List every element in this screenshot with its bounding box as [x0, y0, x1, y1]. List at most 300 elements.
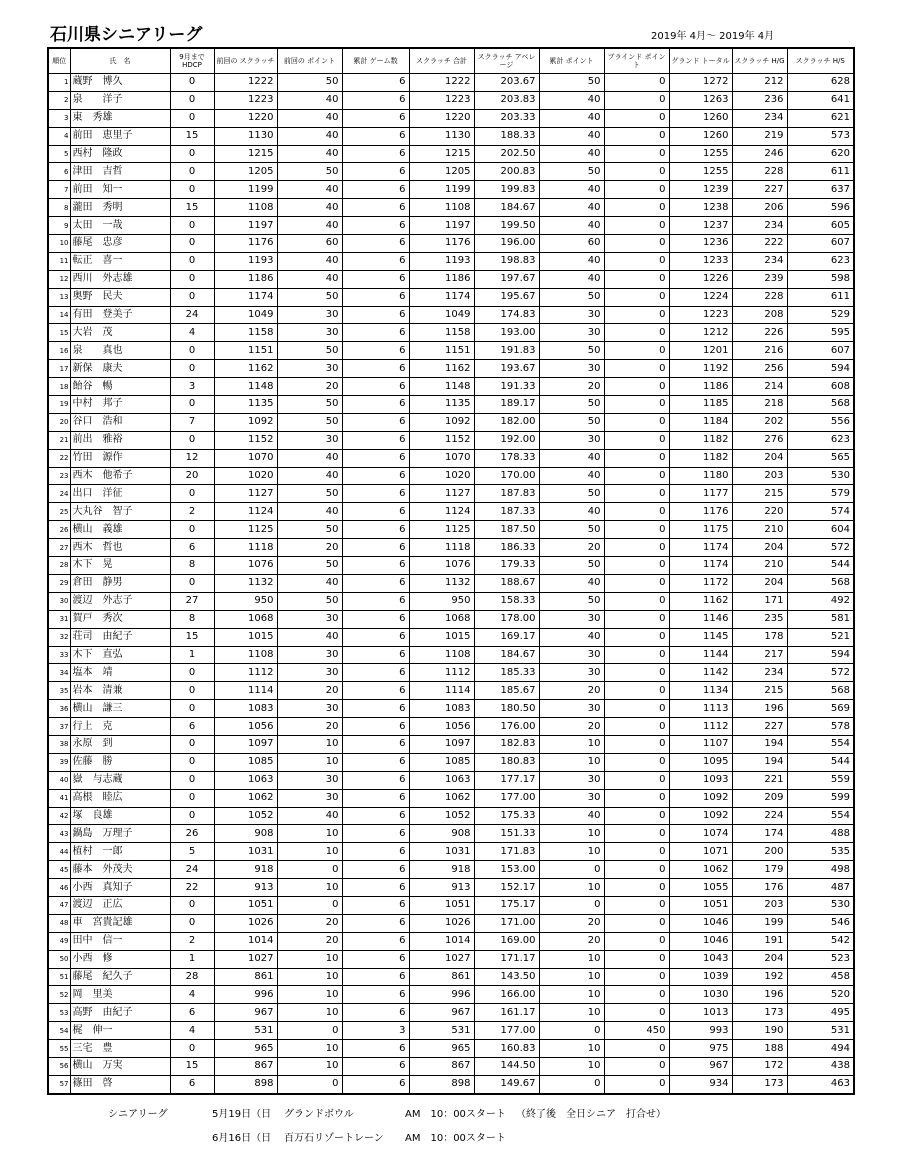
cell-prev-scratch: 1068 — [214, 610, 277, 628]
cell-scratch-hg: 239 — [732, 270, 787, 288]
cell-scratch-hg: 179 — [732, 861, 787, 879]
cell-prev-points: 50 — [277, 163, 342, 181]
cell-hdcp: 0 — [170, 270, 214, 288]
cell-grand-total: 967 — [669, 1057, 732, 1075]
cell-scratch-hg: 246 — [732, 145, 787, 163]
cell-player-name: 西木 他希子 — [70, 467, 170, 485]
cell-prev-scratch: 1127 — [214, 485, 277, 503]
table-row — [48, 485, 854, 503]
cell-player-name: 高根 睦広 — [70, 789, 170, 807]
cell-scratch-hg: 234 — [732, 109, 787, 127]
table-row — [48, 306, 854, 324]
cell-grand-total: 1260 — [669, 109, 732, 127]
cell-grand-total: 1255 — [669, 145, 732, 163]
cell-grand-total: 1184 — [669, 413, 732, 431]
cell-scratch-hg: 208 — [732, 306, 787, 324]
cell-blind-points: 0 — [604, 109, 669, 127]
cell-scratch-average: 199.50 — [474, 217, 539, 235]
cell-total-points: 30 — [539, 771, 604, 789]
cell-scratch-total: 1152 — [409, 431, 474, 449]
cell-prev-points: 50 — [277, 521, 342, 539]
cell-hdcp: 0 — [170, 807, 214, 825]
cell-scratch-average: 182.00 — [474, 413, 539, 431]
table-row — [48, 217, 854, 235]
table-row — [48, 861, 854, 879]
cell-scratch-average: 203.33 — [474, 109, 539, 127]
cell-scratch-total: 1092 — [409, 413, 474, 431]
cell-scratch-hs: 604 — [787, 521, 854, 539]
cell-prev-points: 30 — [277, 324, 342, 342]
cell-grand-total: 1238 — [669, 199, 732, 217]
next-event-1-note: （終了後 全日シニア 打合せ） — [516, 1109, 666, 1120]
cell-player-name: 飴谷 暢 — [70, 378, 170, 396]
cell-scratch-average: 193.67 — [474, 360, 539, 378]
cell-grand-total: 1030 — [669, 986, 732, 1004]
cell-scratch-hs: 607 — [787, 342, 854, 360]
cell-scratch-hg: 234 — [732, 217, 787, 235]
report-period: 2019年 4月～ 2019年 4月 — [651, 31, 775, 42]
cell-grand-total: 1260 — [669, 127, 732, 145]
cell-scratch-hs: 520 — [787, 986, 854, 1004]
cell-total-points: 40 — [539, 807, 604, 825]
cell-player-name: 倉田 静男 — [70, 574, 170, 592]
cell-scratch-average: 193.00 — [474, 324, 539, 342]
cell-scratch-average: 171.83 — [474, 843, 539, 861]
cell-scratch-total: 1097 — [409, 735, 474, 753]
cell-blind-points: 0 — [604, 610, 669, 628]
cell-prev-points: 50 — [277, 342, 342, 360]
cell-scratch-hs: 623 — [787, 431, 854, 449]
table-row — [48, 342, 854, 360]
standings-table — [47, 47, 855, 1095]
cell-scratch-hg: 276 — [732, 431, 787, 449]
cell-scratch-total: 1135 — [409, 396, 474, 414]
cell-total-points: 30 — [539, 360, 604, 378]
cell-player-name: 前出 雅裕 — [70, 431, 170, 449]
cell-scratch-hg: 203 — [732, 467, 787, 485]
table-row — [48, 592, 854, 610]
cell-blind-points: 0 — [604, 682, 669, 700]
cell-scratch-hs: 544 — [787, 557, 854, 575]
cell-scratch-total: 867 — [409, 1057, 474, 1075]
cell-rank: 57 — [48, 1075, 70, 1093]
cell-scratch-hg: 194 — [732, 753, 787, 771]
cell-hdcp: 7 — [170, 413, 214, 431]
cell-player-name: 藤本 外茂夫 — [70, 861, 170, 879]
cell-grand-total: 1146 — [669, 610, 732, 628]
cell-prev-points: 30 — [277, 646, 342, 664]
cell-scratch-hg: 194 — [732, 735, 787, 753]
table-row — [48, 986, 854, 1004]
cell-player-name: 西村 隆政 — [70, 145, 170, 163]
table-row — [48, 735, 854, 753]
cell-scratch-hg: 199 — [732, 914, 787, 932]
table-row — [48, 396, 854, 414]
cell-scratch-total: 1199 — [409, 181, 474, 199]
cell-player-name: 奥野 民夫 — [70, 288, 170, 306]
cell-grand-total: 1062 — [669, 861, 732, 879]
cell-rank: 8 — [48, 199, 70, 217]
cell-prev-points: 10 — [277, 735, 342, 753]
cell-blind-points: 0 — [604, 968, 669, 986]
cell-rank: 2 — [48, 91, 70, 109]
cell-rank: 27 — [48, 539, 70, 557]
cell-rank: 36 — [48, 700, 70, 718]
cell-scratch-hs: 598 — [787, 270, 854, 288]
cell-grand-total: 1175 — [669, 521, 732, 539]
cell-scratch-total: 950 — [409, 592, 474, 610]
table-row — [48, 163, 854, 181]
header-col-scratch-hs: スクラッチ H/S — [787, 48, 854, 74]
cell-player-name: 泉 真也 — [70, 342, 170, 360]
cell-scratch-hs: 438 — [787, 1057, 854, 1075]
cell-scratch-hg: 222 — [732, 235, 787, 253]
cell-player-name: 岩本 清兼 — [70, 682, 170, 700]
cell-hdcp: 0 — [170, 288, 214, 306]
cell-prev-scratch: 1097 — [214, 735, 277, 753]
cell-scratch-hs: 554 — [787, 735, 854, 753]
cell-scratch-hs: 573 — [787, 127, 854, 145]
cell-scratch-hs: 637 — [787, 181, 854, 199]
cell-player-name: 車 宮貴記雄 — [70, 914, 170, 932]
cell-rank: 12 — [48, 270, 70, 288]
table-row — [48, 324, 854, 342]
cell-player-name: 東 秀雄 — [70, 109, 170, 127]
cell-scratch-hs: 621 — [787, 109, 854, 127]
cell-scratch-hs: 568 — [787, 682, 854, 700]
cell-prev-points: 40 — [277, 252, 342, 270]
cell-scratch-average: 169.00 — [474, 932, 539, 950]
cell-prev-points: 40 — [277, 270, 342, 288]
cell-blind-points: 0 — [604, 288, 669, 306]
cell-prev-scratch: 1062 — [214, 789, 277, 807]
cell-scratch-total: 908 — [409, 825, 474, 843]
cell-hdcp: 0 — [170, 914, 214, 932]
cell-player-name: 荘司 由紀子 — [70, 628, 170, 646]
cell-blind-points: 0 — [604, 1075, 669, 1093]
cell-total-points: 20 — [539, 378, 604, 396]
cell-hdcp: 0 — [170, 74, 214, 92]
cell-prev-points: 30 — [277, 610, 342, 628]
cell-player-name: 佐藤 勝 — [70, 753, 170, 771]
cell-scratch-hg: 227 — [732, 181, 787, 199]
cell-scratch-average: 160.83 — [474, 1040, 539, 1058]
cell-total-games: 6 — [342, 879, 409, 897]
cell-hdcp: 0 — [170, 252, 214, 270]
cell-total-games: 6 — [342, 718, 409, 736]
cell-hdcp: 0 — [170, 396, 214, 414]
cell-grand-total: 1055 — [669, 879, 732, 897]
cell-rank: 46 — [48, 879, 70, 897]
cell-blind-points: 0 — [604, 896, 669, 914]
cell-total-points: 0 — [539, 1075, 604, 1093]
cell-grand-total: 1046 — [669, 932, 732, 950]
cell-hdcp: 15 — [170, 199, 214, 217]
cell-scratch-hg: 192 — [732, 968, 787, 986]
cell-scratch-average: 187.83 — [474, 485, 539, 503]
cell-grand-total: 1093 — [669, 771, 732, 789]
cell-player-name: 梶 伸一 — [70, 1022, 170, 1040]
cell-scratch-total: 1193 — [409, 252, 474, 270]
cell-scratch-average: 202.50 — [474, 145, 539, 163]
cell-blind-points: 0 — [604, 789, 669, 807]
cell-total-games: 6 — [342, 360, 409, 378]
cell-prev-points: 10 — [277, 843, 342, 861]
cell-prev-scratch: 1205 — [214, 163, 277, 181]
cell-rank: 26 — [48, 521, 70, 539]
cell-total-points: 30 — [539, 664, 604, 682]
cell-prev-scratch: 1148 — [214, 378, 277, 396]
cell-player-name: 植村 一郎 — [70, 843, 170, 861]
cell-rank: 30 — [48, 592, 70, 610]
cell-prev-scratch: 867 — [214, 1057, 277, 1075]
cell-hdcp: 0 — [170, 896, 214, 914]
cell-scratch-hg: 173 — [732, 1075, 787, 1093]
cell-scratch-hs: 488 — [787, 825, 854, 843]
cell-rank: 6 — [48, 163, 70, 181]
cell-scratch-hg: 214 — [732, 378, 787, 396]
cell-hdcp: 3 — [170, 378, 214, 396]
cell-scratch-total: 1215 — [409, 145, 474, 163]
table-row — [48, 503, 854, 521]
cell-player-name: 泉 洋子 — [70, 91, 170, 109]
cell-rank: 45 — [48, 861, 70, 879]
table-row — [48, 360, 854, 378]
cell-grand-total: 1142 — [669, 664, 732, 682]
cell-rank: 17 — [48, 360, 70, 378]
cell-grand-total: 1172 — [669, 574, 732, 592]
table-row — [48, 968, 854, 986]
cell-scratch-average: 200.83 — [474, 163, 539, 181]
cell-scratch-hg: 212 — [732, 74, 787, 92]
cell-blind-points: 0 — [604, 861, 669, 879]
cell-player-name: 中村 邦子 — [70, 396, 170, 414]
header-col-name: 氏 名 — [70, 48, 170, 74]
cell-scratch-total: 1076 — [409, 557, 474, 575]
cell-scratch-hs: 556 — [787, 413, 854, 431]
cell-prev-points: 40 — [277, 807, 342, 825]
cell-total-games: 6 — [342, 449, 409, 467]
table-row — [48, 574, 854, 592]
cell-player-name: 西木 哲也 — [70, 539, 170, 557]
cell-blind-points: 0 — [604, 235, 669, 253]
cell-hdcp: 0 — [170, 91, 214, 109]
cell-scratch-hs: 579 — [787, 485, 854, 503]
cell-hdcp: 6 — [170, 539, 214, 557]
cell-prev-scratch: 1056 — [214, 718, 277, 736]
cell-total-points: 10 — [539, 1040, 604, 1058]
cell-grand-total: 1233 — [669, 252, 732, 270]
cell-prev-scratch: 1015 — [214, 628, 277, 646]
cell-hdcp: 15 — [170, 628, 214, 646]
cell-hdcp: 8 — [170, 557, 214, 575]
cell-scratch-hg: 190 — [732, 1022, 787, 1040]
table-row — [48, 91, 854, 109]
cell-hdcp: 28 — [170, 968, 214, 986]
cell-blind-points: 0 — [604, 557, 669, 575]
cell-prev-points: 30 — [277, 789, 342, 807]
cell-prev-scratch: 1162 — [214, 360, 277, 378]
cell-prev-scratch: 1114 — [214, 682, 277, 700]
cell-total-games: 6 — [342, 378, 409, 396]
cell-scratch-hs: 530 — [787, 467, 854, 485]
cell-player-name: 渡辺 外志子 — [70, 592, 170, 610]
cell-scratch-average: 182.83 — [474, 735, 539, 753]
table-row — [48, 843, 854, 861]
cell-grand-total: 1092 — [669, 789, 732, 807]
cell-rank: 47 — [48, 896, 70, 914]
cell-scratch-total: 1158 — [409, 324, 474, 342]
cell-total-games: 3 — [342, 1022, 409, 1040]
table-row — [48, 700, 854, 718]
cell-blind-points: 0 — [604, 1057, 669, 1075]
cell-prev-scratch: 1135 — [214, 396, 277, 414]
cell-scratch-average: 171.17 — [474, 950, 539, 968]
cell-blind-points: 0 — [604, 521, 669, 539]
cell-grand-total: 1201 — [669, 342, 732, 360]
cell-player-name: 賀戸 秀次 — [70, 610, 170, 628]
cell-total-points: 40 — [539, 199, 604, 217]
cell-scratch-total: 913 — [409, 879, 474, 897]
cell-prev-points: 30 — [277, 306, 342, 324]
table-row — [48, 109, 854, 127]
cell-scratch-average: 174.83 — [474, 306, 539, 324]
cell-grand-total: 1185 — [669, 396, 732, 414]
cell-grand-total: 975 — [669, 1040, 732, 1058]
cell-total-games: 6 — [342, 592, 409, 610]
cell-total-points: 10 — [539, 843, 604, 861]
cell-total-games: 6 — [342, 825, 409, 843]
cell-player-name: 横山 義雄 — [70, 521, 170, 539]
cell-scratch-average: 179.33 — [474, 557, 539, 575]
cell-scratch-hg: 221 — [732, 771, 787, 789]
cell-prev-scratch: 913 — [214, 879, 277, 897]
cell-scratch-total: 1162 — [409, 360, 474, 378]
cell-scratch-hs: 495 — [787, 1004, 854, 1022]
cell-hdcp: 0 — [170, 789, 214, 807]
cell-rank: 33 — [48, 646, 70, 664]
cell-blind-points: 0 — [604, 431, 669, 449]
cell-scratch-hg: 172 — [732, 1057, 787, 1075]
cell-player-name: 塩本 靖 — [70, 664, 170, 682]
cell-prev-points: 50 — [277, 485, 342, 503]
cell-total-points: 50 — [539, 592, 604, 610]
cell-scratch-total: 1124 — [409, 503, 474, 521]
cell-rank: 32 — [48, 628, 70, 646]
cell-blind-points: 0 — [604, 199, 669, 217]
cell-rank: 41 — [48, 789, 70, 807]
cell-hdcp: 0 — [170, 753, 214, 771]
cell-player-name: 出口 洋征 — [70, 485, 170, 503]
cell-total-games: 6 — [342, 288, 409, 306]
table-row — [48, 1057, 854, 1075]
table-row — [48, 181, 854, 199]
cell-total-points: 60 — [539, 235, 604, 253]
cell-prev-scratch: 1158 — [214, 324, 277, 342]
cell-blind-points: 0 — [604, 664, 669, 682]
cell-prev-scratch: 861 — [214, 968, 277, 986]
cell-grand-total: 1186 — [669, 378, 732, 396]
cell-scratch-hs: 494 — [787, 1040, 854, 1058]
table-row — [48, 413, 854, 431]
cell-total-games: 6 — [342, 807, 409, 825]
cell-scratch-total: 1031 — [409, 843, 474, 861]
cell-rank: 39 — [48, 753, 70, 771]
cell-scratch-total: 1130 — [409, 127, 474, 145]
cell-prev-points: 50 — [277, 288, 342, 306]
cell-prev-scratch: 1092 — [214, 413, 277, 431]
table-row — [48, 199, 854, 217]
cell-grand-total: 1177 — [669, 485, 732, 503]
cell-player-name: 蔵野 博久 — [70, 74, 170, 92]
cell-prev-points: 10 — [277, 825, 342, 843]
cell-total-points: 20 — [539, 539, 604, 557]
cell-rank: 20 — [48, 413, 70, 431]
cell-scratch-average: 191.33 — [474, 378, 539, 396]
cell-hdcp: 0 — [170, 145, 214, 163]
cell-prev-scratch: 908 — [214, 825, 277, 843]
cell-hdcp: 0 — [170, 771, 214, 789]
cell-scratch-total: 1112 — [409, 664, 474, 682]
cell-scratch-total: 1051 — [409, 896, 474, 914]
cell-scratch-total: 861 — [409, 968, 474, 986]
cell-hdcp: 0 — [170, 431, 214, 449]
cell-scratch-average: 176.00 — [474, 718, 539, 736]
cell-scratch-total: 1085 — [409, 753, 474, 771]
cell-hdcp: 0 — [170, 485, 214, 503]
cell-scratch-total: 1197 — [409, 217, 474, 235]
cell-hdcp: 4 — [170, 324, 214, 342]
cell-scratch-average: 166.00 — [474, 986, 539, 1004]
cell-rank: 56 — [48, 1057, 70, 1075]
cell-rank: 14 — [48, 306, 70, 324]
table-row — [48, 718, 854, 736]
cell-scratch-total: 1056 — [409, 718, 474, 736]
cell-scratch-hg: 256 — [732, 360, 787, 378]
cell-scratch-hg: 174 — [732, 825, 787, 843]
cell-total-points: 50 — [539, 396, 604, 414]
cell-rank: 4 — [48, 127, 70, 145]
cell-grand-total: 1239 — [669, 181, 732, 199]
cell-scratch-total: 1151 — [409, 342, 474, 360]
cell-scratch-hg: 178 — [732, 628, 787, 646]
cell-prev-points: 0 — [277, 1022, 342, 1040]
cell-grand-total: 1223 — [669, 306, 732, 324]
cell-rank: 25 — [48, 503, 70, 521]
cell-blind-points: 0 — [604, 252, 669, 270]
cell-player-name: 横山 謙三 — [70, 700, 170, 718]
cell-prev-scratch: 1031 — [214, 843, 277, 861]
cell-scratch-average: 188.67 — [474, 574, 539, 592]
cell-blind-points: 0 — [604, 324, 669, 342]
cell-total-games: 6 — [342, 503, 409, 521]
cell-player-name: 前田 知一 — [70, 181, 170, 199]
cell-player-name: 小西 修 — [70, 950, 170, 968]
cell-scratch-hg: 220 — [732, 503, 787, 521]
cell-scratch-total: 1223 — [409, 91, 474, 109]
cell-grand-total: 1174 — [669, 539, 732, 557]
cell-blind-points: 0 — [604, 467, 669, 485]
cell-scratch-total: 1114 — [409, 682, 474, 700]
cell-prev-scratch: 965 — [214, 1040, 277, 1058]
cell-total-games: 6 — [342, 789, 409, 807]
cell-player-name: 谷口 浩和 — [70, 413, 170, 431]
footer-league-label: シニアリーグ — [108, 1109, 168, 1120]
cell-hdcp: 8 — [170, 610, 214, 628]
cell-rank: 28 — [48, 557, 70, 575]
cell-player-name: 藤尾 紀久子 — [70, 968, 170, 986]
cell-prev-scratch: 918 — [214, 861, 277, 879]
